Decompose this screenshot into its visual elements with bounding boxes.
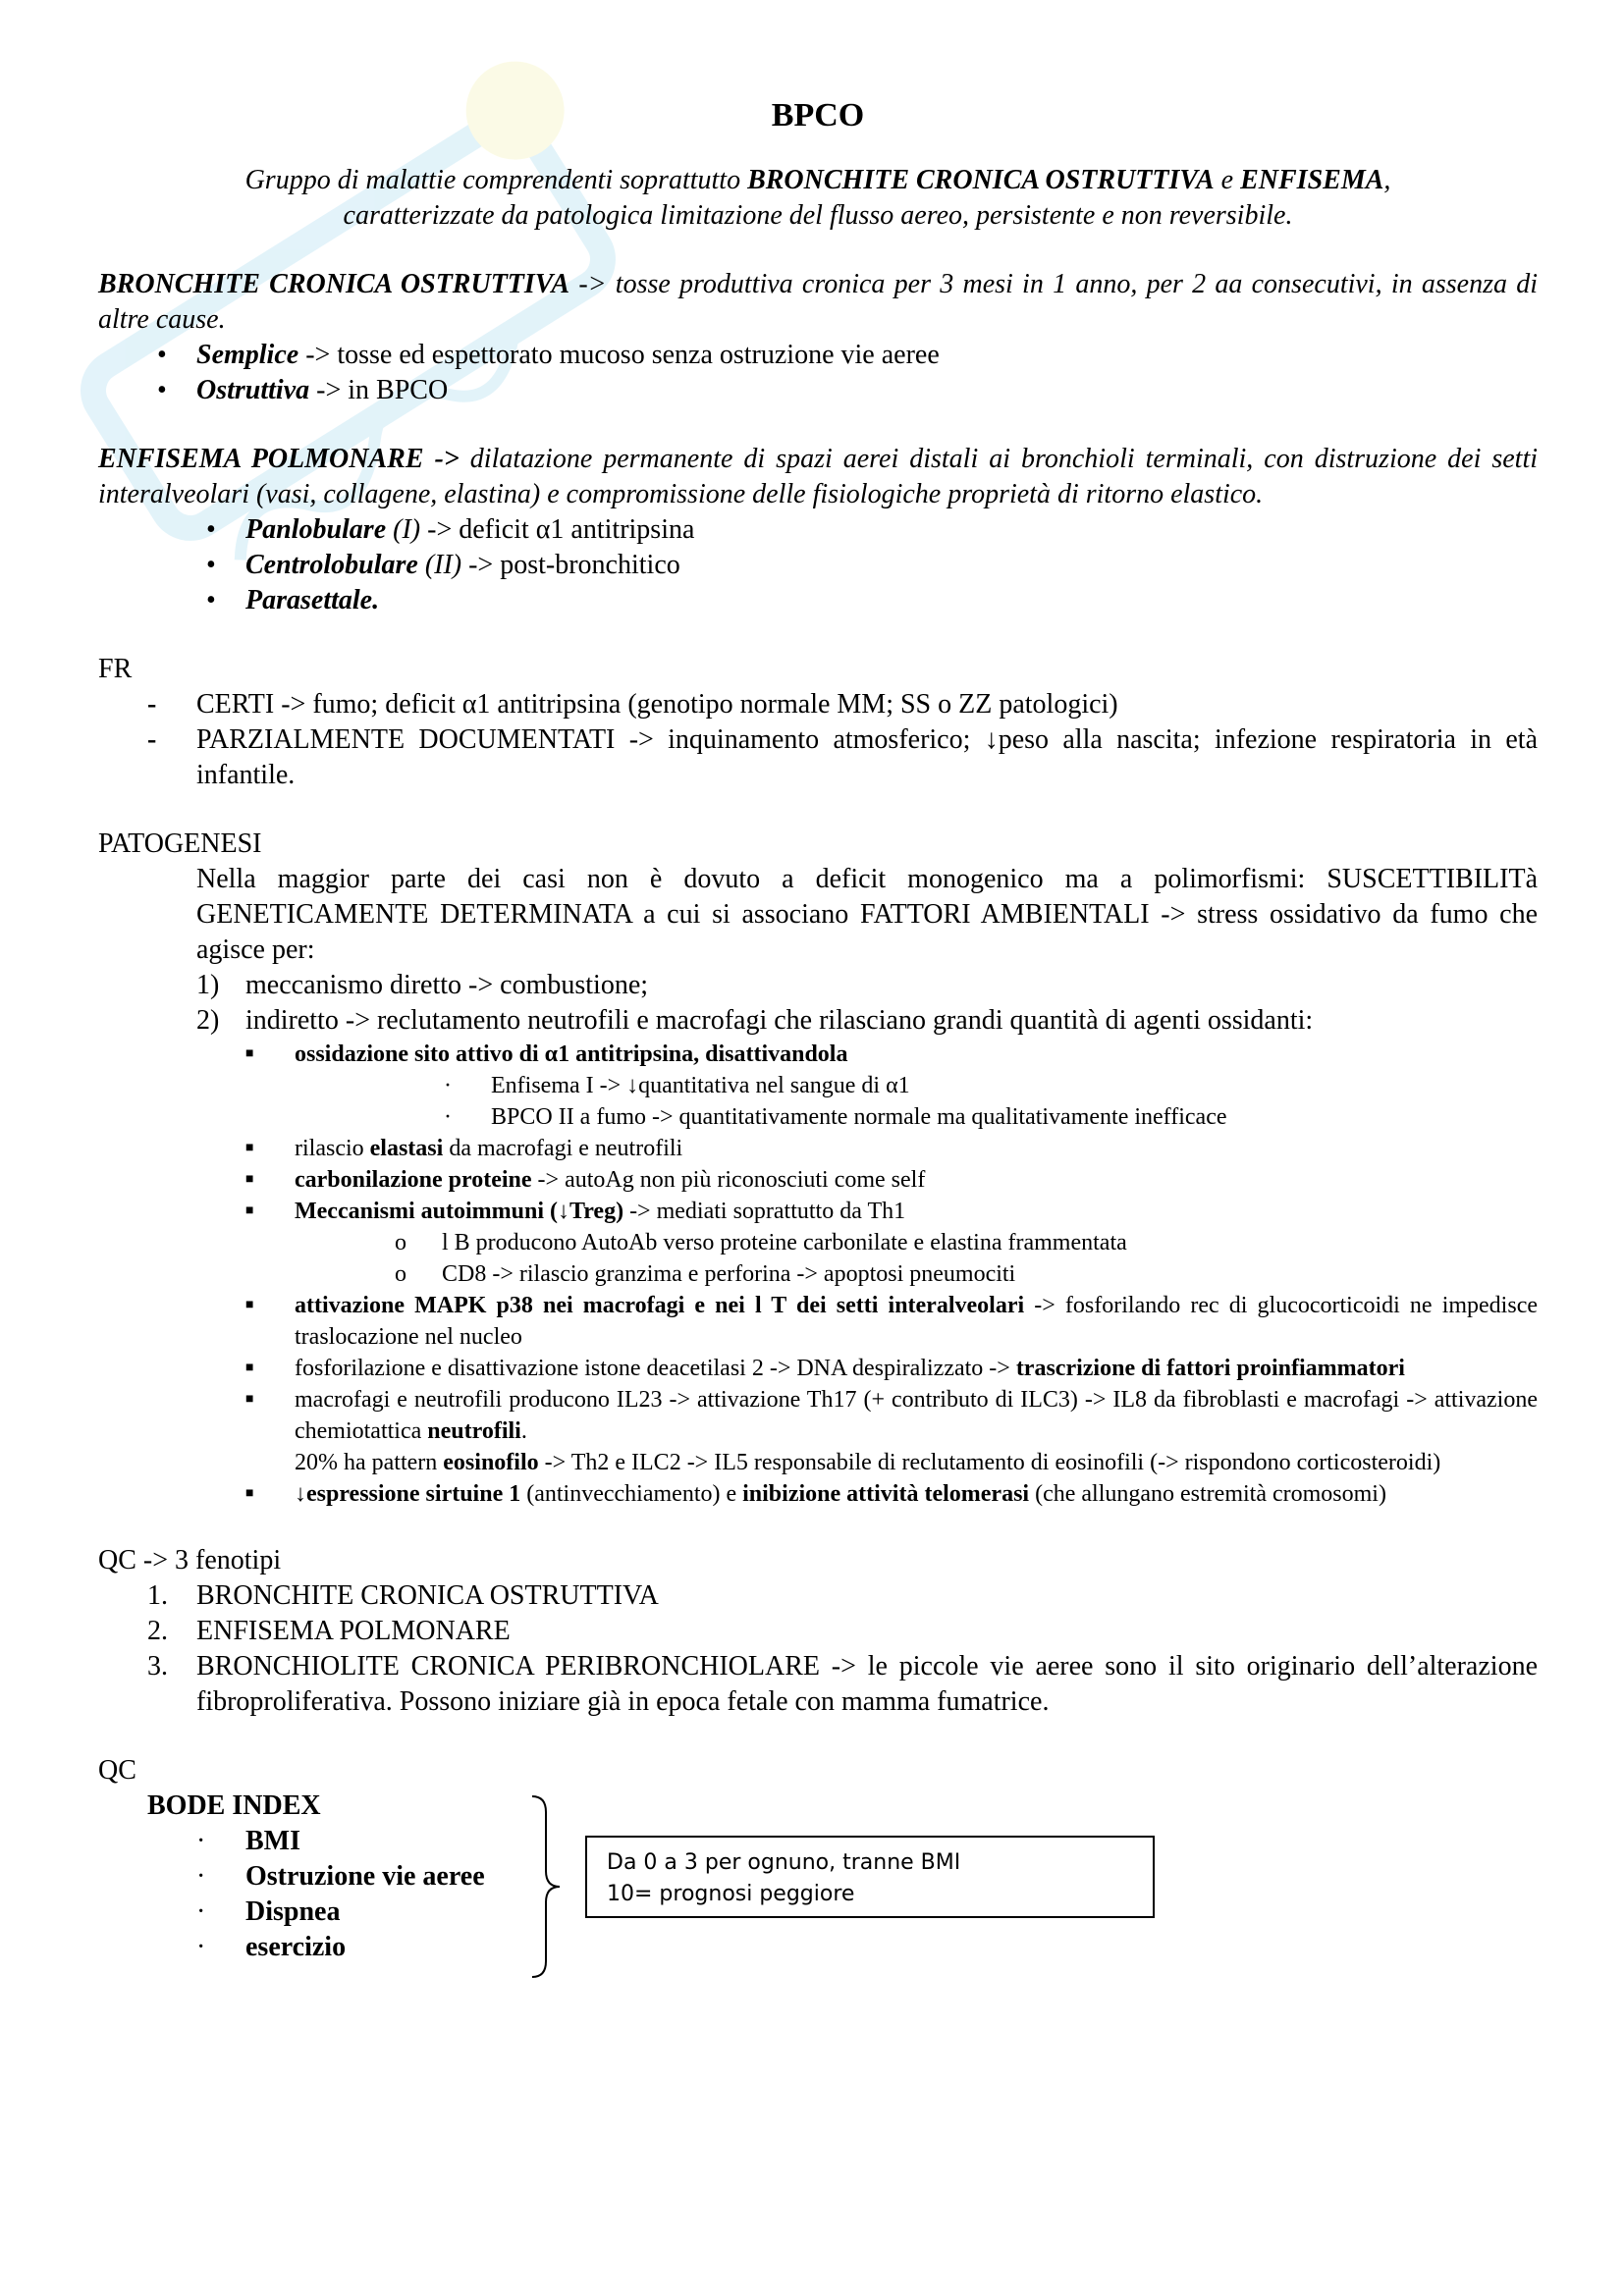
list-item [98,1070,1538,1101]
square-bullet-icon: ■ [245,1141,254,1155]
item-text: da macrofagi e neutrofili [443,1136,683,1161]
item-text: Dispnea [245,1896,341,1927]
intro-line-2: caratterizzate da patologica limitazione del flusso aereo, persistente e non reversibile. [343,200,1293,231]
list-item [98,1258,1538,1290]
square-bullet-icon: ■ [245,1172,254,1187]
dot-bullet-icon: · [444,1073,452,1098]
item-text: rilascio [295,1136,370,1161]
dash-icon: - [147,689,157,720]
square-bullet-icon: ■ [245,1203,254,1218]
number-label: 3. [147,1651,168,1682]
number-label: 2) [196,1005,220,1036]
bode-index-block [98,1789,1538,1985]
enfisema-text: dilatazione permanente di spazi aerei distali ai bronchioli terminali, con distruzione dei setti interalveolari (vasi, collagene, elastina) e compromissione delle fisiologiche proprietà di ritorno elastico. [98,444,1538,509]
enfisema-definition [98,442,1538,512]
list-item [98,1614,1538,1649]
curly-brace-icon [528,1789,568,1985]
enfisema-list [98,512,1538,618]
item-text: meccanismo diretto -> combustione; [245,970,649,1000]
item-text: -> fosforilando rec di glucocorticoidi ne impedisce traslocazione nel nucleo [295,1293,1538,1350]
item-text: -> post-bronchitico [461,550,680,580]
bullet-icon: • [157,375,167,405]
item-term: elastasi [369,1136,444,1161]
item-text: (che allungano estremità cromosomi) [1029,1481,1386,1507]
bode-title: BODE INDEX [147,1790,321,1821]
bullet-icon: • [206,514,216,545]
item-tag: (II) [417,550,462,580]
item-text: indiretto -> reclutamento neutrofili e macrofagi che rilasciano grandi quantità di agenti ossidanti: [245,1005,1314,1036]
list-item [98,1133,1538,1164]
item-text: BRONCHITE CRONICA OSTRUTTIVA [196,1580,659,1611]
item-text: 20% ha pattern [295,1450,444,1475]
item-term: neutrofili [427,1418,521,1444]
item-text: -> in BPCO [309,375,449,405]
square-bullet-icon: ■ [245,1486,254,1501]
item-text: fosforilazione e disattivazione istone deacetilasi 2 -> DNA despiralizzato -> [295,1356,1016,1381]
item-term: eosinofilo [443,1450,539,1475]
number-label: 1. [147,1580,168,1611]
dot-bullet-icon: · [196,1896,206,1927]
dot-bullet-icon: · [196,1932,206,1962]
item-term: inibizione attività telomerasi [742,1481,1030,1507]
list-item [98,1578,1538,1614]
list-item [98,1196,1538,1227]
fr-list [98,687,1538,793]
number-label: 1) [196,970,220,1000]
item-text: -> tosse ed espettorato mucoso senza ostruzione vie aeree [298,340,940,370]
item-term: ↓espressione sirtuine 1 [295,1481,521,1507]
list-item [98,1164,1538,1196]
page-title: BPCO [771,97,865,133]
square-bullet-icon: ■ [245,1046,254,1061]
enfisema-term: ENFISEMA POLMONARE -> [98,444,460,474]
item-text: . [520,1418,527,1444]
intro-text: e [1214,165,1241,195]
item-text: CD8 -> rilascio granzima e perforina -> apoptosi pneumociti [442,1261,1016,1287]
list-item [206,548,1538,583]
bronchite-text: -> tosse produttiva cronica per 3 mesi in 1 anno, per 2 aa consecutivi, in assenza di altre cause. [98,269,1538,335]
list-item [98,722,1538,793]
bronchite-term: BRONCHITE CRONICA OSTRUTTIVA [98,269,570,299]
list-item [157,338,1538,373]
item-text: esercizio [245,1932,347,1962]
item-term: Ostruttiva [196,375,310,405]
item-text: (antinvecchiamento) e [520,1481,743,1507]
number-label: 2. [147,1616,168,1646]
document-page [98,98,1538,1985]
item-term: Meccanismi autoimmuni (↓Treg) [295,1199,624,1224]
item-text: PARZIALMENTE DOCUMENTATI -> inquinamento atmosferico; ↓peso alla nascita; infezione respiratoria in età infantile. [196,724,1538,790]
square-bullet-icon: ■ [245,1392,254,1407]
intro-text: , [1383,165,1391,195]
patogenesi-label: PATOGENESI [98,828,262,859]
list-item [98,1101,1538,1133]
qc-fenotipi-label: QC -> 3 fenotipi [98,1545,282,1575]
list-item [157,373,1538,408]
dot-bullet-icon: · [196,1861,206,1892]
list-item [196,1003,1538,1039]
item-text: Ostruzione vie aeree [245,1861,485,1892]
box-line-2: 10= prognosi peggiore [607,1882,855,1906]
item-term: carbonilazione proteine [295,1167,532,1193]
intro-text: Gruppo di malattie comprendenti soprattutto [244,165,748,195]
list-item [98,1649,1538,1720]
dash-icon: - [147,724,157,755]
mechanisms-list [98,1039,1538,1510]
list-item [98,1290,1538,1353]
item-text: BRONCHIOLITE CRONICA PERIBRONCHIOLARE -> le piccole vie aeree sono il sito originario dell’alterazione fibroproliferativa. Possono iniziare già in epoca fetale con mamma fumatrice. [196,1651,1538,1717]
square-bullet-icon: ■ [245,1361,254,1375]
fr-label: FR [98,654,133,684]
list-item [206,583,1538,618]
item-text: CERTI -> fumo; deficit α1 antitripsina (genotipo normale MM; SS o ZZ patologici) [196,689,1118,720]
circle-bullet-icon: o [395,1261,406,1287]
dot-bullet-icon: · [444,1104,452,1130]
item-text: -> mediati soprattutto da Th1 [623,1199,906,1224]
item-text: -> Th2 e ILC2 -> IL5 responsabile di reclutamento di eosinofili (-> rispondono corticosteroidi) [538,1450,1441,1475]
dot-bullet-icon: · [196,1826,206,1856]
bronchite-list [98,338,1538,408]
qc-label: QC [98,1755,136,1786]
list-item [98,1227,1538,1258]
list-item [98,1384,1538,1478]
square-bullet-icon: ■ [245,1298,254,1312]
intro-paragraph [98,163,1538,234]
list-item [98,687,1538,722]
list-item [196,968,1538,1003]
item-text: macrofagi e neutrofili producono IL23 -> attivazione Th17 (+ contributo di ILC3) -> IL8 da fibroblasti e macrofagi -> attivazione chemiotattica [295,1387,1538,1444]
intro-term-bronchite: BRONCHITE CRONICA OSTRUTTIVA [747,165,1215,195]
item-term: Panlobulare [245,514,387,545]
fenotipi-list [98,1578,1538,1720]
item-term: Centrolobulare [245,550,418,580]
circle-bullet-icon: o [395,1230,406,1255]
list-item [98,1039,1538,1070]
list-item [206,512,1538,548]
item-term: Parasettale. [245,585,380,615]
list-item [98,1478,1538,1510]
item-term: Semplice [196,340,299,370]
item-text: -> deficit α1 antitripsina [420,514,695,545]
bullet-icon: • [206,585,216,615]
item-term: attivazione MAPK p38 nei macrofagi e nei l T dei setti interalveolari [295,1293,1025,1318]
bronchite-definition [98,267,1538,338]
item-text: BMI [245,1826,300,1856]
item-text: -> autoAg non più riconosciuti come self [531,1167,926,1193]
item-text: BPCO II a fumo -> quantitativamente normale ma qualitativamente inefficace [491,1104,1227,1130]
box-line-1: Da 0 a 3 per ognuno, tranne BMI [607,1850,961,1875]
intro-term-enfisema: ENFISEMA [1240,165,1384,195]
item-text: Enfisema I -> ↓quantitativa nel sangue di α1 [491,1073,910,1098]
item-text: ENFISEMA POLMONARE [196,1616,511,1646]
item-term: trascrizione di fattori proinfiammatori [1015,1356,1405,1381]
item-tag: (I) [386,514,421,545]
bullet-icon: • [157,340,167,370]
patogenesi-numbered [98,968,1538,1039]
patogenesi-paragraph: Nella maggior parte dei casi non è dovuto a deficit monogenico ma a polimorfismi: SUSCETTIBILITà GENETICAMENTE DETERMINATA a cui si associano FATTORI AMBIENTALI -> stress ossidativo da fumo che agisce per: [196,864,1538,965]
item-text: l B producono AutoAb verso proteine carbonilate e elastina frammentata [442,1230,1127,1255]
bode-note-box [585,1836,1155,1918]
bullet-icon: • [206,550,216,580]
item-text: ossidazione sito attivo di α1 antitripsina, disattivandola [295,1041,848,1067]
list-item [98,1353,1538,1384]
